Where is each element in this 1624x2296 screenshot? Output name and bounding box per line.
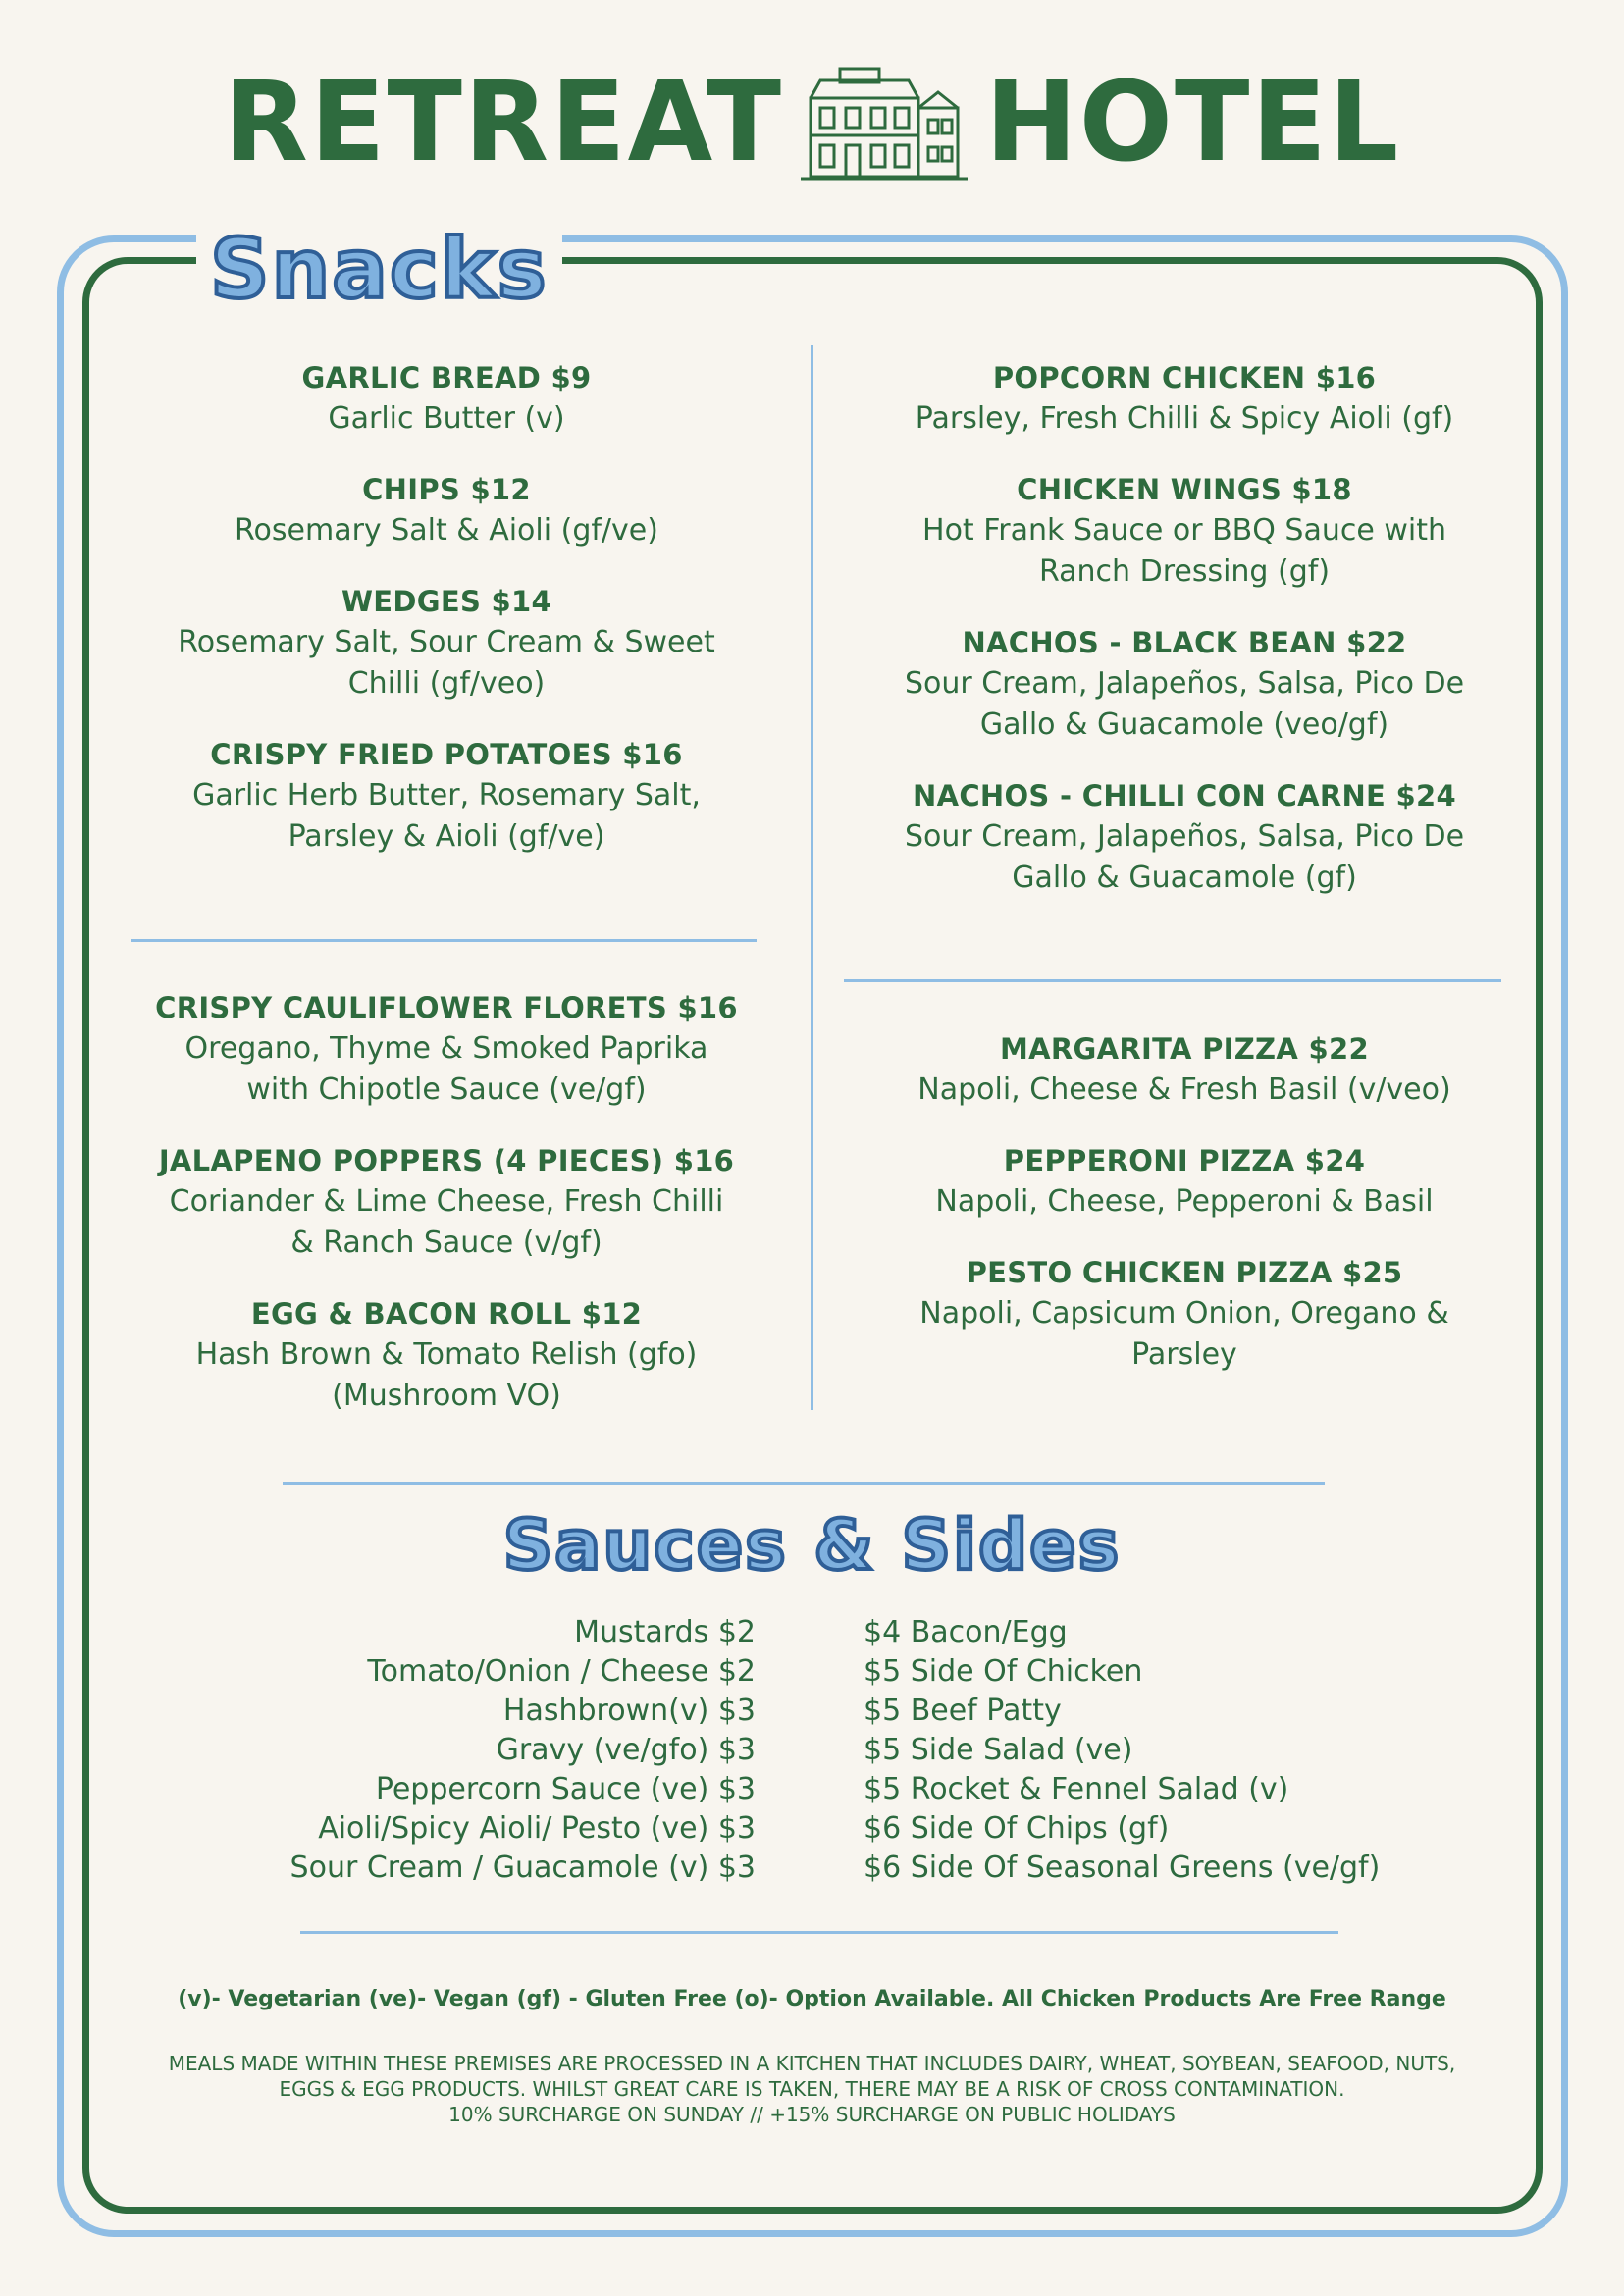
dietary-legend: (v)- Vegetarian (ve)- Vegan (gf) - Gluten Free (o)- Option Available. All Chicken Products Are Free Range bbox=[178, 1987, 1446, 2011]
disclaimer-line: 10% SURCHARGE ON SUNDAY // +15% SURCHARGE ON PUBLIC HOLIDAYS bbox=[448, 2103, 1176, 2126]
right-section-divider bbox=[844, 979, 1501, 982]
sauce-item: Sour Cream / Guacamole (v) $3 bbox=[289, 1851, 756, 1885]
menu-item bbox=[137, 469, 756, 551]
menu-item-title: MARGARITA PIZZA $22 bbox=[1000, 1032, 1369, 1066]
side-item: $5 Side Salad (ve) bbox=[864, 1733, 1133, 1767]
sauce-item: Aioli/Spicy Aioli/ Pesto (ve) $3 bbox=[318, 1811, 756, 1846]
menu-item-description: Garlic Butter (v) bbox=[328, 401, 565, 436]
menu-item-description: (Mushroom VO) bbox=[332, 1379, 561, 1413]
menu-item-title: NACHOS - CHILLI CON CARNE $24 bbox=[913, 779, 1456, 812]
sides-bottom-divider bbox=[300, 1931, 1338, 1934]
menu-item bbox=[850, 469, 1519, 593]
menu-item-description: Parsley, Fresh Chilli & Spicy Aioli (gf) bbox=[915, 401, 1454, 436]
menu-item-description: Gallo & Guacamole (gf) bbox=[1012, 861, 1357, 895]
brand-left-word: RETREAT bbox=[223, 59, 784, 186]
menu-item-title: CRISPY FRIED POTATOES $16 bbox=[210, 738, 683, 771]
menu-item-description: Coriander & Lime Cheese, Fresh Chilli bbox=[169, 1184, 724, 1219]
menu-item-description: & Ranch Sauce (v/gf) bbox=[290, 1226, 602, 1260]
menu-item-description: Rosemary Salt & Aioli (gf/ve) bbox=[235, 513, 658, 548]
menu-item-description: Rosemary Salt, Sour Cream & Sweet bbox=[178, 625, 715, 659]
menu-item-title: EGG & BACON ROLL $12 bbox=[250, 1297, 643, 1331]
snacks-right-bottom bbox=[850, 1028, 1519, 1405]
menu-item-description: Hash Brown & Tomato Relish (gfo) bbox=[195, 1337, 698, 1372]
sauce-item: Hashbrown(v) $3 bbox=[502, 1694, 756, 1728]
menu-item-title: PESTO CHICKEN PIZZA $25 bbox=[966, 1256, 1403, 1289]
menu-item-description: Sour Cream, Jalapeños, Salsa, Pico De bbox=[904, 819, 1465, 854]
hotel-building-icon bbox=[801, 59, 968, 186]
snacks-bottom-divider bbox=[283, 1482, 1325, 1485]
snacks-left-bottom bbox=[137, 987, 756, 1446]
snacks-heading: Snacks bbox=[196, 228, 562, 310]
menu-item bbox=[850, 357, 1519, 440]
menu-item bbox=[850, 1140, 1519, 1223]
menu-item-description: Oregano, Thyme & Smoked Paprika bbox=[184, 1031, 708, 1066]
side-item: $4 Bacon/Egg bbox=[864, 1615, 1068, 1649]
menu-item bbox=[850, 1028, 1519, 1111]
sauce-item: Tomato/Onion / Cheese $2 bbox=[367, 1654, 756, 1689]
menu-item-description: Napoli, Cheese & Fresh Basil (v/veo) bbox=[917, 1072, 1451, 1107]
menu-item bbox=[137, 1293, 756, 1417]
side-item: $5 Beef Patty bbox=[864, 1694, 1062, 1728]
header bbox=[0, 59, 1624, 186]
menu-item-title: CHICKEN WINGS $18 bbox=[1017, 473, 1352, 506]
menu-item bbox=[137, 581, 756, 704]
menu-item bbox=[850, 622, 1519, 746]
menu-item-title: PEPPERONI PIZZA $24 bbox=[1003, 1144, 1366, 1177]
left-section-divider bbox=[131, 939, 757, 942]
menu-item bbox=[137, 987, 756, 1111]
menu-item-title: GARLIC BREAD $9 bbox=[301, 361, 592, 394]
side-item: $6 Side Of Chips (gf) bbox=[864, 1811, 1170, 1846]
disclaimer-line: MEALS MADE WITHIN THESE PREMISES ARE PROCESSED IN A KITCHEN THAT INCLUDES DAIRY, WHEAT, SOYBEAN, SEAFOOD, NUTS, bbox=[168, 2052, 1456, 2075]
menu-item-description: Ranch Dressing (gf) bbox=[1038, 554, 1331, 589]
side-item: $5 Rocket & Fennel Salad (v) bbox=[864, 1772, 1289, 1806]
menu-item-title: WEDGES $14 bbox=[341, 585, 551, 618]
menu-item-description: Parsley & Aioli (gf/ve) bbox=[288, 819, 605, 854]
menu-item-title: POPCORN CHICKEN $16 bbox=[992, 361, 1377, 394]
menu-item-title: CRISPY CAULIFLOWER FLORETS $16 bbox=[155, 991, 738, 1024]
brand-right-word: HOTEL bbox=[985, 59, 1401, 186]
menu-item-description: Sour Cream, Jalapeños, Salsa, Pico De bbox=[904, 666, 1465, 701]
menu-item bbox=[137, 734, 756, 858]
menu-item bbox=[137, 357, 756, 440]
menu-item-description: Gallo & Guacamole (veo/gf) bbox=[979, 707, 1389, 742]
menu-item bbox=[850, 775, 1519, 899]
allergen-disclaimer bbox=[137, 2051, 1487, 2127]
side-item: $6 Side Of Seasonal Greens (ve/gf) bbox=[864, 1851, 1381, 1885]
sauce-item: Gravy (ve/gfo) $3 bbox=[496, 1733, 756, 1767]
menu-item-description: Napoli, Capsicum Onion, Oregano & bbox=[919, 1296, 1449, 1331]
menu-item-description: with Chipotle Sauce (ve/gf) bbox=[246, 1072, 647, 1107]
menu-item-description: Parsley bbox=[1131, 1337, 1237, 1372]
menu-item-description: Hot Frank Sauce or BBQ Sauce with bbox=[922, 513, 1446, 548]
menu-item bbox=[137, 1140, 756, 1264]
menu-item-title: JALAPENO POPPERS (4 PIECES) $16 bbox=[158, 1144, 735, 1177]
sauces-sides-heading: Sauces & Sides bbox=[502, 1505, 1122, 1586]
menu-item-description: Napoli, Cheese, Pepperoni & Basil bbox=[935, 1184, 1434, 1219]
menu-item-description: Garlic Herb Butter, Rosemary Salt, bbox=[192, 778, 701, 812]
sides-list bbox=[864, 1613, 1452, 1888]
menu-item bbox=[850, 1252, 1519, 1376]
sauce-item: Peppercorn Sauce (ve) $3 bbox=[375, 1772, 756, 1806]
menu-item-title: NACHOS - BLACK BEAN $22 bbox=[962, 626, 1407, 659]
disclaimer-line: EGGS & EGG PRODUCTS. WHILST GREAT CARE IS TAKEN, THERE MAY BE A RISK OF CROSS CONTAMINATION. bbox=[279, 2077, 1345, 2101]
column-divider bbox=[811, 345, 813, 1410]
side-item: $5 Side Of Chicken bbox=[864, 1654, 1143, 1689]
sauce-item: Mustards $2 bbox=[574, 1615, 756, 1649]
menu-item-title: CHIPS $12 bbox=[362, 473, 531, 506]
snacks-right-top bbox=[850, 357, 1519, 928]
sauces-list bbox=[177, 1613, 756, 1888]
menu-item-description: Chilli (gf/veo) bbox=[347, 666, 546, 701]
snacks-left-top bbox=[137, 357, 756, 887]
